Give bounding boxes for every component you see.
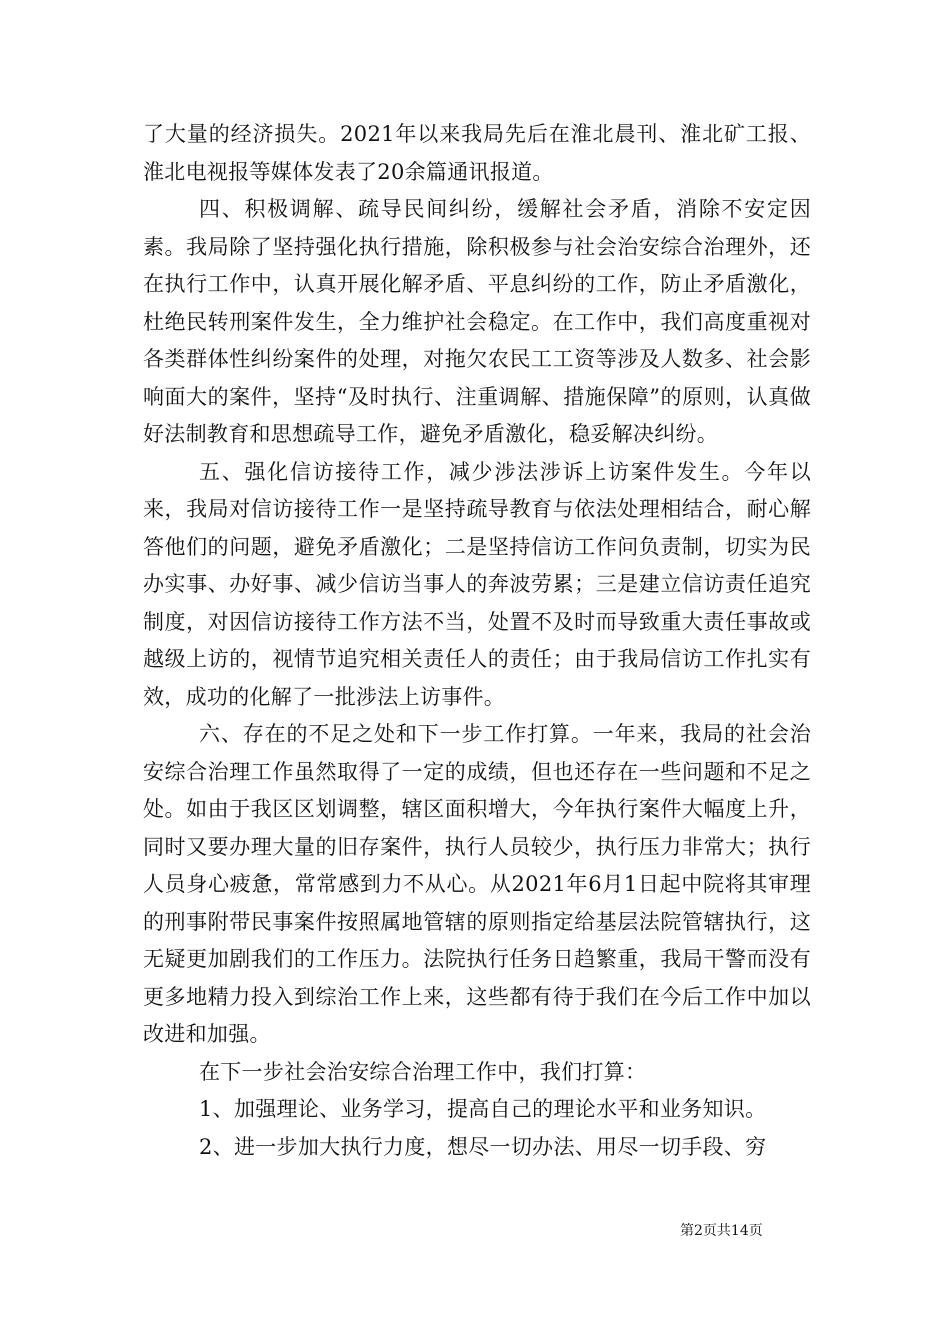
paragraph-section-six: 六、存在的不足之处和下一步工作打算。一年来，我局的社会治安综合治理工作虽然取得了一定的成绩，但也还存在一些问题和不足之处。如由于我区区划调整，辖区面积增大，今年执行案件大幅度上升，同时又要办理大量的旧存案件，执行人员较少，执行压力非常大；执行人员身心疲惫，常常感到力不从心。从2021年6月1日起中院将其审理的刑事附带民事案件按照属地管辖的原则指定给基层法院管辖执行，这无疑更加剧我们的工作压力。法院执行任务日趋繁重，我局干警而没有更多地精力投入到综治工作上来，这些都有待于我们在今后工作中加以改进和加强。 <box>143 722 811 1046</box>
paragraph-section-four: 四、积极调解、疏导民间纠纷，缓解社会矛盾，消除不安定因素。我局除了坚持强化执行措施，除积极参与社会治安综合治理外，还在执行工作中，认真开展化解矛盾、平息纠纷的工作，防止矛盾激化，杜绝民转刑案件发生，全力维护社会稳定。在工作中，我们高度重视对各类群体性纠纷案件的处理，对拖欠农民工工资等涉及人数多、社会影响面大的案件，坚持“及时执行、注重调解、措施保障”的原则，认真做好法制教育和思想疏导工作，避免矛盾激化，稳妥解决纠纷。 <box>143 197 811 446</box>
paragraph-plan-item-1: 1、加强理论、业务学习，提高自己的理论水平和业务知识。 <box>199 1097 767 1121</box>
paragraph-plan-item-2: 2、进一步加大执行力度，想尽一切办法、用尽一切手段、穷 <box>199 1134 767 1159</box>
paragraph-continuation: 了大量的经济损失。2021年以来我局先后在淮北晨刊、淮北矿工报、淮北电视报等媒体发表了20余篇通讯报道。 <box>143 122 811 184</box>
document-body <box>143 116 811 1166</box>
paragraph-next-steps-intro: 在下一步社会治安综合治理工作中，我们打算： <box>199 1059 647 1084</box>
paragraph-section-five: 五、强化信访接待工作，减少涉法涉诉上访案件发生。今年以来，我局对信访接待工作一是坚持疏导教育与依法处理相结合，耐心解答他们的问题，避免矛盾激化；二是坚持信访工作问负责制，切实为民办实事、办好事、减少信访当事人的奔波劳累；三是建立信访责任追究制度，对因信访接待工作方法不当，处置不及时而导致重大责任事故或越级上访的，视情节追究相关责任人的责任；由于我局信访工作扎实有效，成功的化解了一批涉法上访事件。 <box>143 459 811 709</box>
page-number: 第2页共14页 <box>680 1223 763 1239</box>
